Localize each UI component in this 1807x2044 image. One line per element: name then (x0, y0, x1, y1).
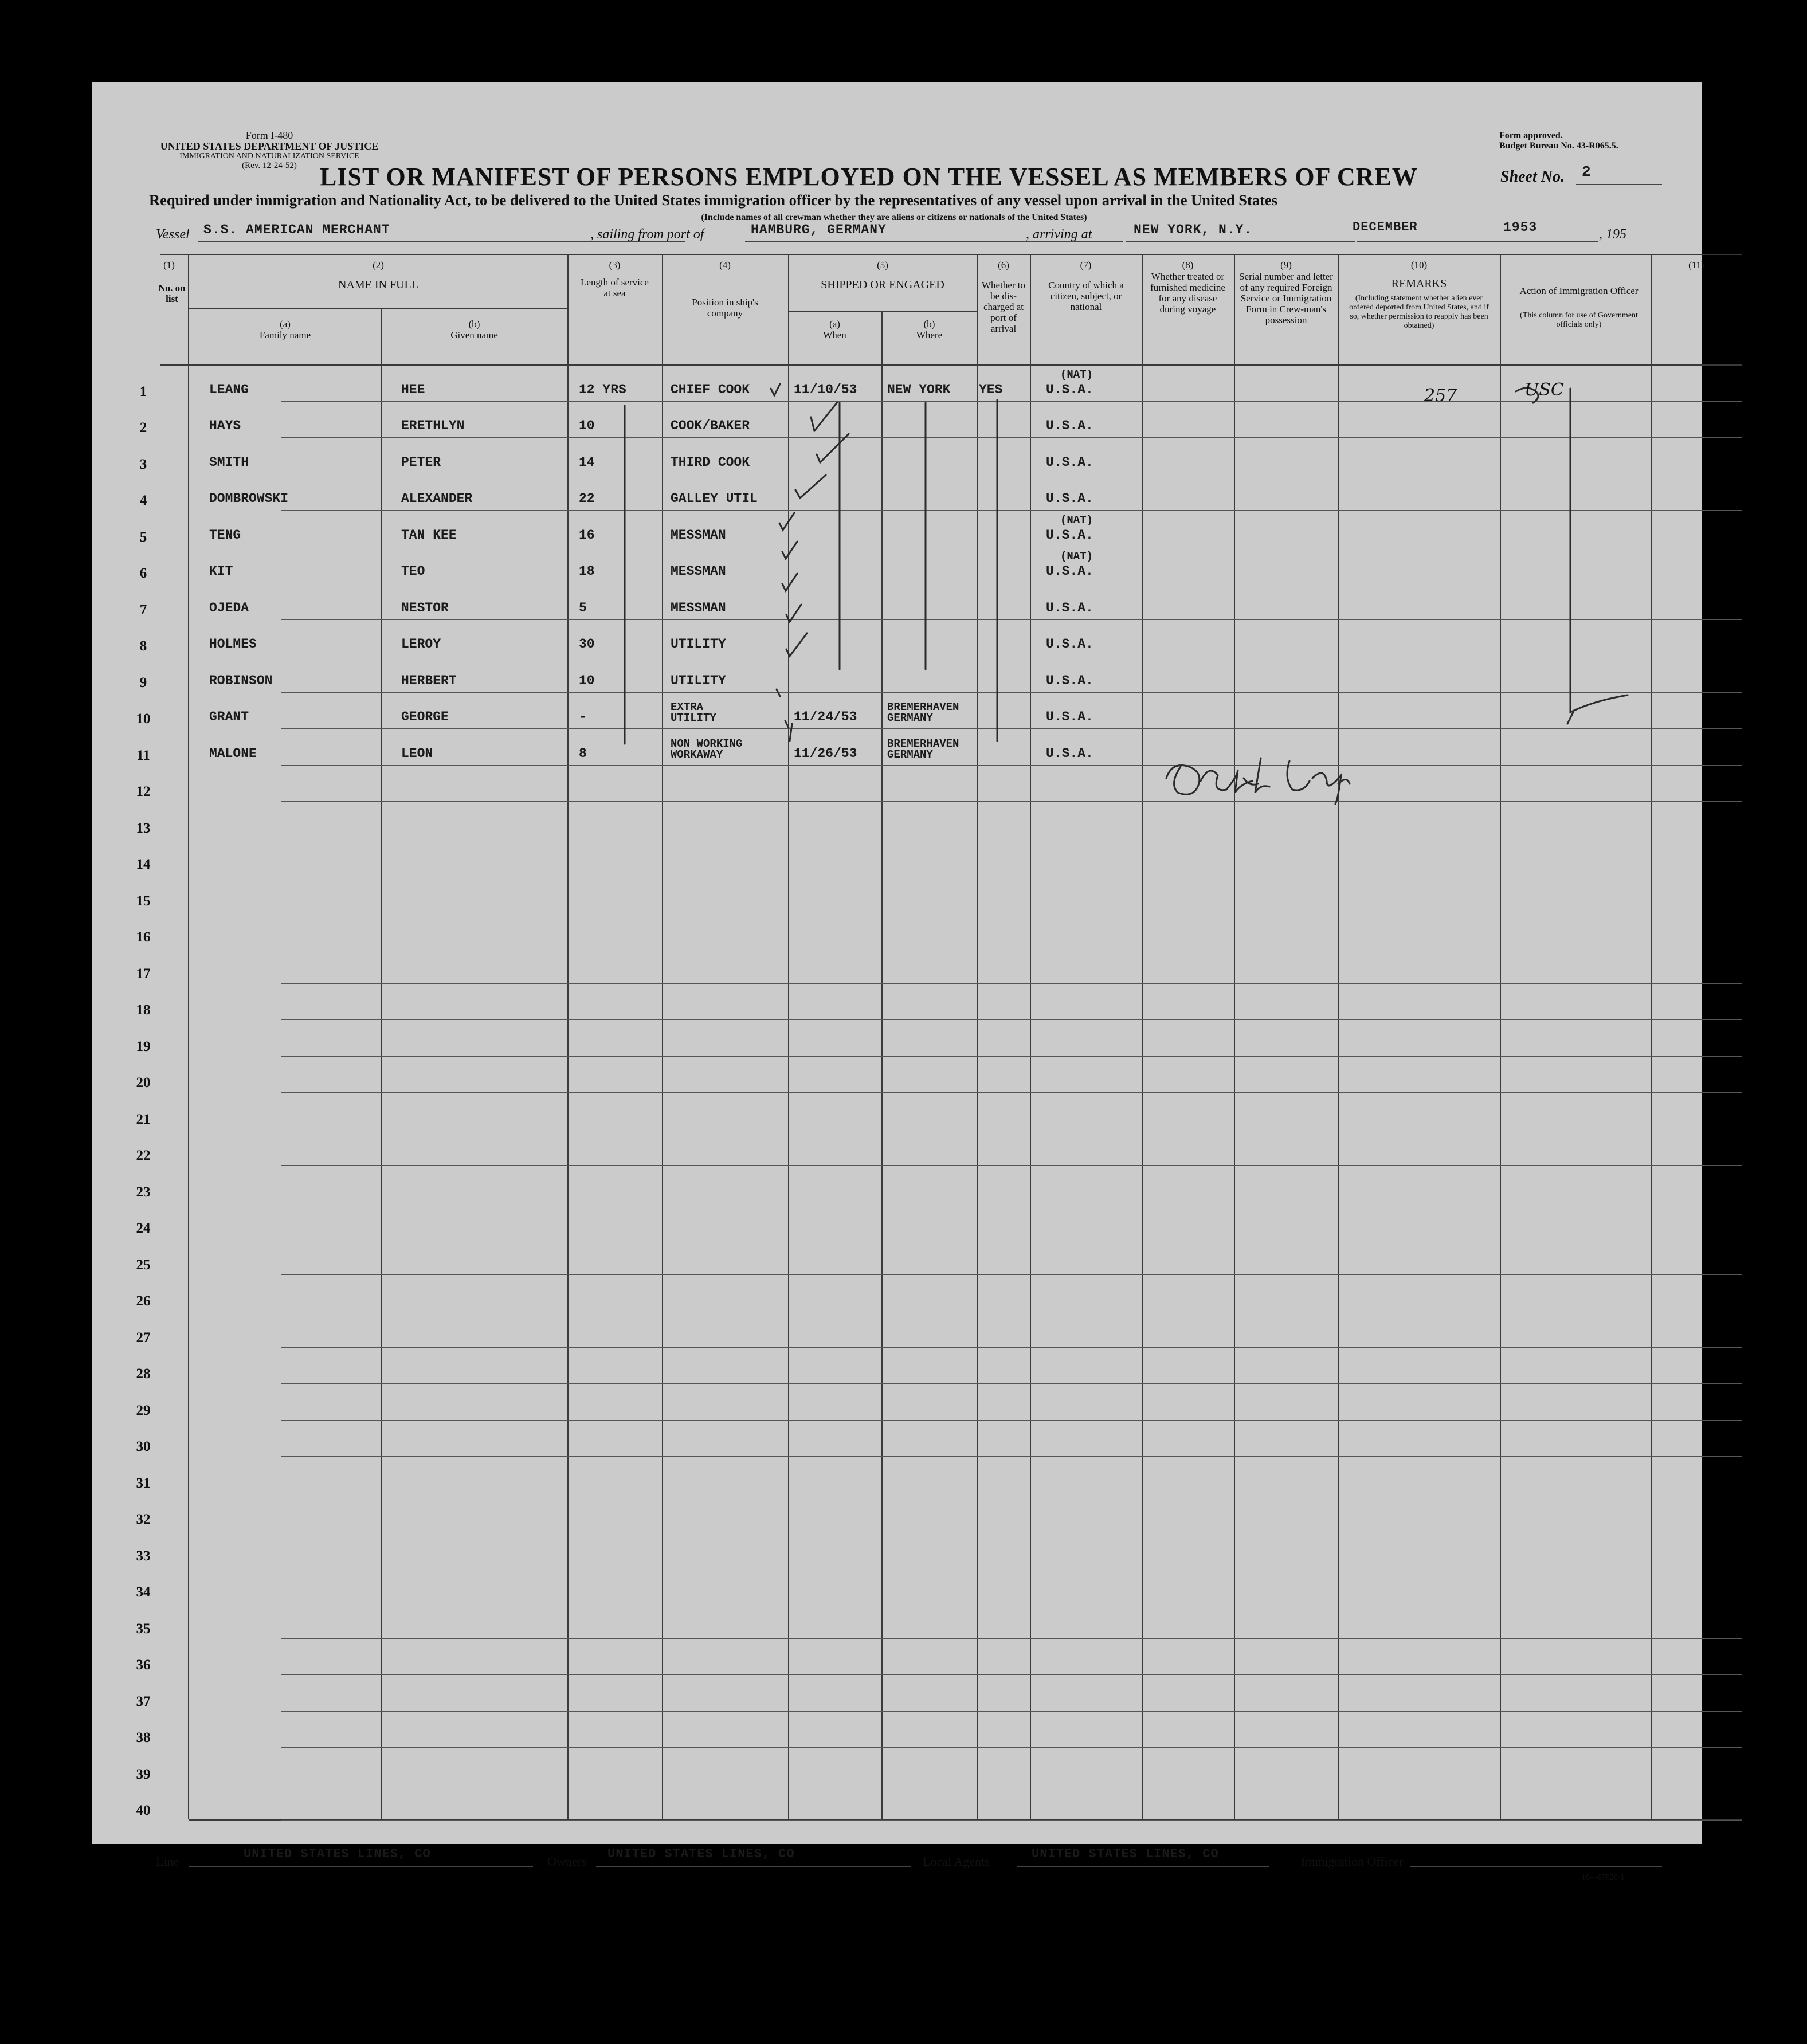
service-length: 22 (579, 491, 595, 506)
col10-number: (10) (1410, 260, 1428, 270)
service-length: 8 (579, 746, 587, 761)
given-name: LEON (401, 746, 433, 761)
col11-number: (11) (1688, 260, 1704, 270)
year-suffix: , 195 (1599, 227, 1626, 242)
row-number: 39 (136, 1766, 151, 1782)
arrival-month: DECEMBER (1353, 220, 1418, 234)
row-number: 28 (136, 1366, 151, 1382)
country-note: (NAT) (1060, 513, 1093, 527)
given-name: PETER (401, 454, 441, 470)
owners-label: Owners (547, 1854, 587, 1869)
row-number: 32 (136, 1512, 151, 1527)
line-value: UNITED STATES LINES, CO (244, 1847, 431, 1861)
row-number: 15 (136, 893, 151, 909)
row-number: 38 (136, 1730, 151, 1745)
row-number: 37 (136, 1693, 151, 1709)
vessel-label: Vessel (156, 227, 190, 242)
department: UNITED STATES DEPARTMENT OF JUSTICE (160, 140, 379, 152)
row-number: 10 (136, 711, 151, 727)
col2a-header: (a) Family name (259, 319, 311, 340)
sheet-label: Sheet No. (1500, 168, 1565, 186)
arrival-year: 1953 (1503, 220, 1538, 235)
position: UTILITY (671, 673, 726, 688)
row-number: 21 (136, 1111, 151, 1127)
subtitle: Required under immigration and Nationality Act, to be delivered to the United States immigration officer by the representatives of any vessel upon arrival in the United States (149, 191, 1277, 209)
row-number: 31 (136, 1475, 151, 1491)
row-number: 8 (139, 638, 147, 654)
country-note: (NAT) (1060, 368, 1093, 381)
port-from: HAMBURG, GERMANY (751, 222, 887, 237)
sailing-label: , sailing from port of (590, 227, 704, 242)
agents-label: Local Agents (923, 1854, 990, 1869)
row-number: 6 (139, 566, 147, 581)
col8-number: (8) (1182, 260, 1194, 270)
col6-number: (6) (998, 260, 1009, 270)
row-number: 18 (136, 1002, 151, 1018)
row-number: 29 (136, 1402, 151, 1418)
row-number: 12 (136, 784, 151, 799)
row-number: 2 (139, 420, 147, 436)
col8-header: Whether treated or furnished medicine for any disease during voyage (1150, 271, 1225, 315)
row-number: 11 (136, 747, 150, 763)
country: U.S.A. (1046, 709, 1093, 724)
page-title: LIST OR MANIFEST OF PERSONS EMPLOYED ON THE VESSEL AS MEMBERS OF CREW (320, 163, 1418, 191)
col11-note: (This column for use of Government officials only) (1520, 311, 1638, 329)
col7-header: Country of which a citizen, subject, or national (1048, 280, 1124, 312)
service-length: 30 (579, 637, 595, 652)
position: THIRD COOK (671, 454, 750, 470)
form-number: Form I-480 (245, 130, 293, 141)
country: U.S.A. (1046, 637, 1093, 652)
given-name: TEO (401, 564, 425, 579)
given-name: NESTOR (401, 600, 449, 615)
family-name: SMITH (209, 454, 249, 470)
col2b-header: (b) Given name (450, 319, 498, 340)
officer-mark: USC (1524, 380, 1564, 400)
col4-number: (4) (719, 260, 731, 270)
row-number: 19 (136, 1038, 151, 1054)
shipped-where: BREMERHAVEN GERMANY (887, 737, 959, 761)
service-length: - (579, 709, 587, 724)
country: U.S.A. (1046, 454, 1093, 470)
row-number: 26 (136, 1293, 151, 1309)
position: MESSMAN (671, 564, 726, 579)
given-name: ERETHLYN (401, 418, 465, 433)
position: COOK/BAKER (671, 418, 750, 433)
given-name: HEE (401, 382, 425, 397)
family-name: ROBINSON (209, 673, 273, 688)
family-name: LEANG (209, 382, 249, 397)
family-name: MALONE (209, 746, 257, 761)
position: GALLEY UTIL (671, 491, 758, 506)
family-name: HOLMES (209, 637, 257, 652)
col3-header: Length of service at sea (581, 277, 649, 299)
row-number: 9 (139, 674, 147, 691)
row-number: 5 (139, 529, 147, 545)
row-number: 24 (136, 1221, 151, 1236)
service-length: 10 (579, 673, 595, 688)
row-number: 7 (139, 602, 147, 618)
row-number: 23 (136, 1184, 151, 1200)
col10-header: REMARKS (1391, 277, 1447, 290)
arriving-label: , arriving at (1026, 227, 1092, 242)
col1-header: No. on list (158, 283, 186, 304)
col2-number: (2) (373, 260, 384, 270)
service-length: 5 (579, 600, 587, 615)
form-approved: Form approved. (1499, 131, 1563, 140)
country: U.S.A. (1046, 418, 1093, 433)
row-number: 35 (136, 1621, 151, 1637)
col11-header: Action of Immigration Officer (1519, 285, 1639, 296)
family-name: TENG (209, 527, 241, 543)
col10-note: (Including statement whether alien ever ordered deported from United States, and if so, whether permission to reapply has been obtained) (1349, 294, 1489, 330)
col5b-header: (b) Where (916, 319, 943, 340)
family-name: GRANT (209, 709, 249, 724)
shipped-when: 11/10/53 (794, 382, 857, 397)
position: CHIEF COOK (671, 382, 750, 397)
shipped-when: 11/26/53 (794, 746, 857, 761)
country: U.S.A. (1046, 673, 1093, 688)
col6-header: Whether to be dis-charged at port of arrival (982, 280, 1025, 334)
given-name: GEORGE (401, 709, 449, 724)
row-number: 40 (136, 1803, 151, 1818)
row-number: 27 (136, 1329, 151, 1345)
row-number: 1 (139, 383, 147, 399)
col9-header: Serial number and letter of any required Foreign Service or Immigration Form in Crew-man's possession (1239, 271, 1333, 325)
row-number: 34 (136, 1584, 151, 1600)
family-name: OJEDA (209, 600, 249, 615)
position: EXTRA UTILITY (671, 701, 716, 724)
sheet-number: 2 (1582, 163, 1592, 181)
col7-number: (7) (1080, 260, 1092, 270)
position: NON WORKING WORKAWAY (671, 737, 743, 761)
country: U.S.A. (1046, 564, 1093, 579)
shipped-where: NEW YORK (887, 382, 951, 397)
service-length: 10 (579, 418, 595, 433)
country: U.S.A. (1046, 527, 1093, 543)
shipped-when: 11/24/53 (794, 709, 857, 724)
given-name: HERBERT (401, 673, 457, 688)
port-to: NEW YORK, N.Y. (1134, 222, 1253, 237)
row-number: 22 (136, 1148, 151, 1163)
revision: (Rev. 12-24-52) (242, 161, 297, 170)
position: MESSMAN (671, 527, 726, 543)
row-number: 25 (136, 1257, 151, 1273)
col2-header: NAME IN FULL (338, 278, 418, 291)
row-number: 30 (136, 1439, 151, 1454)
owners-value: UNITED STATES LINES, CO (607, 1847, 795, 1861)
country: U.S.A. (1046, 382, 1093, 397)
row-number: 33 (136, 1548, 151, 1564)
row-number: 3 (139, 456, 147, 472)
service-length: 16 (579, 527, 595, 543)
remarks-number: 257 (1424, 386, 1457, 406)
position: MESSMAN (671, 600, 726, 615)
shipped-where: BREMERHAVEN GERMANY (887, 701, 959, 724)
given-name: TAN KEE (401, 527, 457, 543)
given-name: ALEXANDER (401, 491, 473, 506)
family-name: DOMBROWSKI (209, 491, 289, 506)
row-number: 16 (136, 929, 151, 945)
col5-number: (5) (877, 260, 888, 270)
budget-bureau: Budget Bureau No. 43-R065.5. (1499, 141, 1618, 151)
position: UTILITY (671, 637, 726, 652)
col4-header: Position in ship's company (692, 297, 758, 319)
country: U.S.A. (1046, 600, 1093, 615)
family-name: KIT (209, 564, 233, 579)
include-note: (Include names of all crewman whether they are aliens or citizens or nationals of the United States) (701, 213, 1087, 222)
form-code: 16—67820-1 (1582, 1873, 1625, 1882)
row-number: 17 (136, 966, 151, 982)
service-length: 18 (579, 564, 595, 579)
family-name: HAYS (209, 418, 241, 433)
agents-value: UNITED STATES LINES, CO (1032, 1847, 1219, 1861)
row-number: 13 (136, 820, 151, 836)
service-length: 12 YRS (579, 382, 626, 397)
handwritten-marks (92, 82, 1702, 1844)
vessel-name: S.S. AMERICAN MERCHANT (203, 222, 390, 237)
row-number: 4 (139, 493, 147, 508)
row-number: 14 (136, 857, 151, 872)
service: IMMIGRATION AND NATURALIZATION SERVICE (179, 152, 359, 160)
col5-header: SHIPPED OR ENGAGED (821, 278, 944, 291)
officer-label: Immigration Officer (1301, 1854, 1404, 1869)
line-label: Line (156, 1854, 179, 1869)
col5a-header: (a) When (823, 319, 846, 340)
row-number: 36 (136, 1657, 151, 1673)
discharge: YES (979, 382, 1003, 397)
manifest-sheet (92, 82, 1704, 1882)
col9-number: (9) (1280, 260, 1292, 270)
country: U.S.A. (1046, 746, 1093, 761)
row-number: 20 (136, 1075, 151, 1090)
col3-number: (3) (609, 260, 621, 270)
country-note: (NAT) (1060, 550, 1093, 563)
col1-number: (1) (163, 260, 175, 270)
country: U.S.A. (1046, 491, 1093, 506)
given-name: LEROY (401, 637, 441, 652)
service-length: 14 (579, 454, 595, 470)
